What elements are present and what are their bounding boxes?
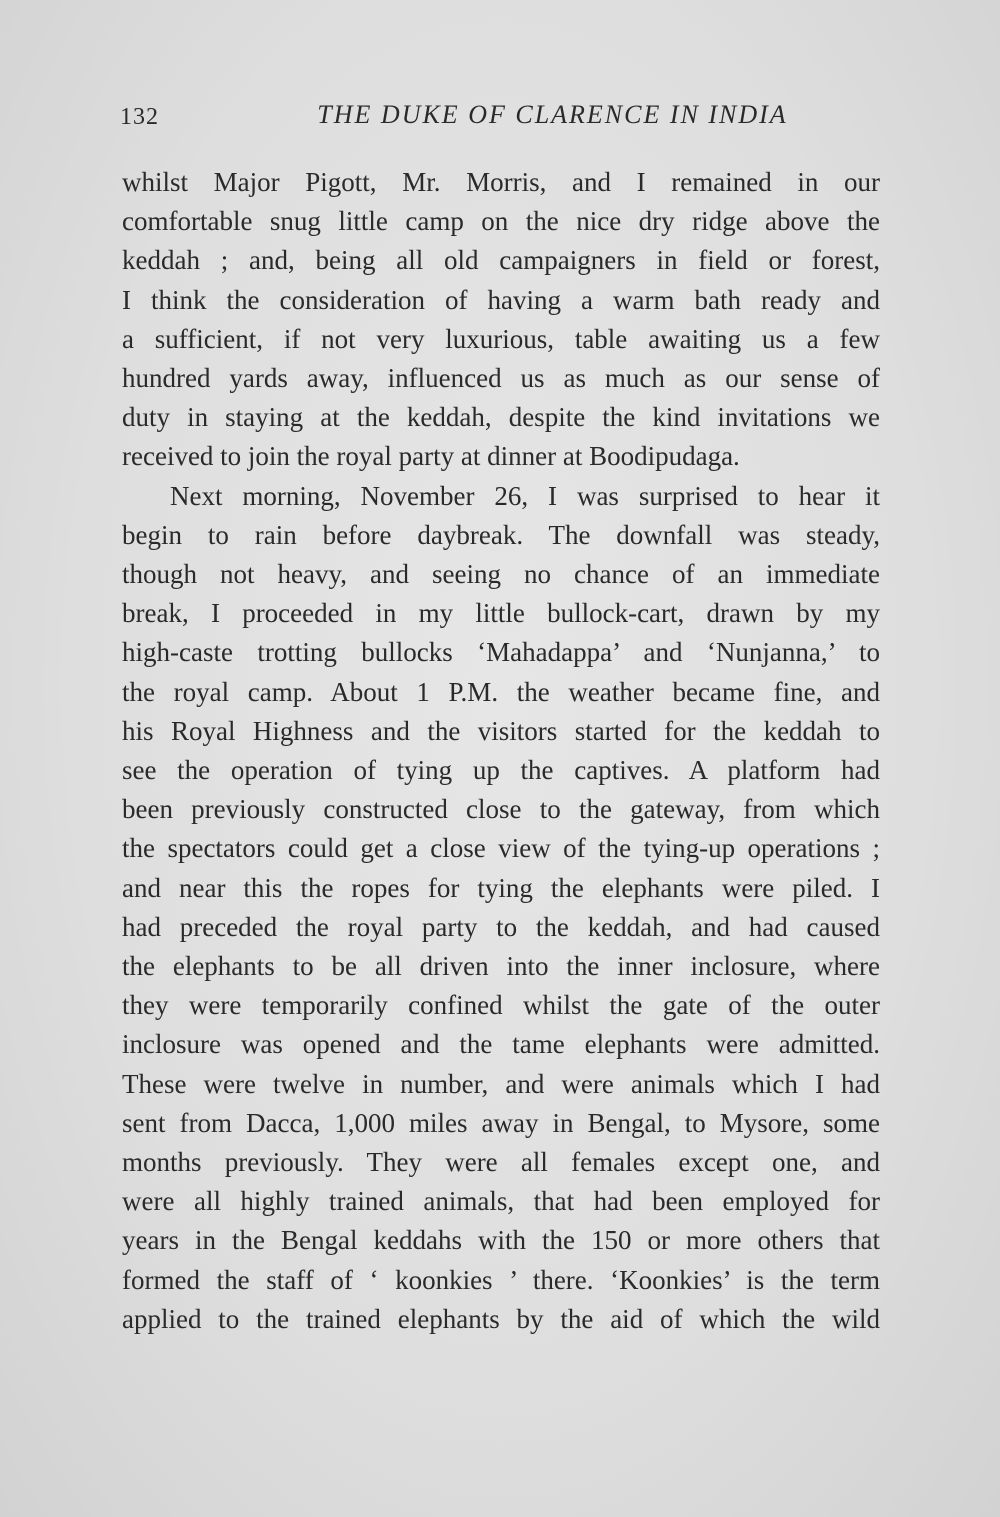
paragraph-1 — [122, 163, 880, 477]
text-line: months previously. They were all females except one, and — [122, 1147, 880, 1178]
text-line: inclosure was opened and the tame elephants were admitted. — [122, 1029, 880, 1060]
text-line: received to join the royal party at dinner at Boodipudaga. — [122, 441, 740, 472]
body-text — [122, 163, 880, 1339]
text-line: applied to the trained elephants by the aid of which the wild — [122, 1303, 880, 1334]
text-line: see the operation of tying up the captives. A platform had — [122, 755, 880, 786]
text-line: formed the staff of ‘ koonkies ’ there. ‘Koonkies’ is the term — [122, 1264, 880, 1295]
running-title: THE DUKE OF CLARENCE IN INDIA — [317, 100, 788, 129]
text-line: they were temporarily confined whilst the gate of the outer — [122, 990, 880, 1021]
text-line: I think the consideration of having a warm bath ready and — [122, 284, 880, 315]
text-line: the spectators could get a close view of the tying-up operations ; — [122, 833, 880, 864]
text-line: a sufficient, if not very luxurious, table awaiting us a few — [122, 323, 880, 354]
text-line: had preceded the royal party to the keddah, and had caused — [122, 911, 880, 942]
text-line: the royal camp. About 1 P.M. the weather became fine, and — [122, 676, 880, 707]
text-line: hundred yards away, influenced us as much as our sense of — [122, 363, 880, 394]
text-line: his Royal Highness and the visitors started for the keddah to — [122, 715, 880, 746]
text-line: been previously constructed close to the gateway, from which — [122, 794, 880, 825]
text-line: begin to rain before daybreak. The downfall was steady, — [122, 519, 880, 550]
text-line: comfortable snug little camp on the nice dry ridge above the — [122, 206, 880, 237]
paragraph-2 — [122, 477, 880, 1339]
text-line: though not heavy, and seeing no chance of an immediate — [122, 559, 880, 590]
text-line: duty in staying at the keddah, despite the kind invitations we — [122, 402, 880, 433]
text-line: sent from Dacca, 1,000 miles away in Bengal, to Mysore, some — [122, 1107, 880, 1138]
text-line: keddah ; and, being all old campaigners in field or forest, — [122, 245, 880, 276]
text-line: high-caste trotting bullocks ‘Mahadappa’ and ‘Nunjanna,’ to — [122, 637, 880, 668]
page-number: 132 — [120, 104, 159, 130]
text-line: Next morning, November 26, I was surprised to hear it — [170, 480, 880, 511]
text-line: break, I proceeded in my little bullock-cart, drawn by my — [122, 598, 880, 629]
text-line: These were twelve in number, and were animals which I had — [122, 1068, 880, 1099]
text-line: whilst Major Pigott, Mr. Morris, and I remained in our — [122, 167, 880, 197]
text-line: the elephants to be all driven into the inner inclosure, where — [122, 951, 880, 982]
text-line: and near this the ropes for tying the elephants were piled. I — [122, 872, 880, 903]
text-line: years in the Bengal keddahs with the 150 or more others that — [122, 1225, 880, 1256]
text-line: were all highly trained animals, that had been employed for — [122, 1186, 880, 1217]
page-header — [120, 100, 880, 136]
